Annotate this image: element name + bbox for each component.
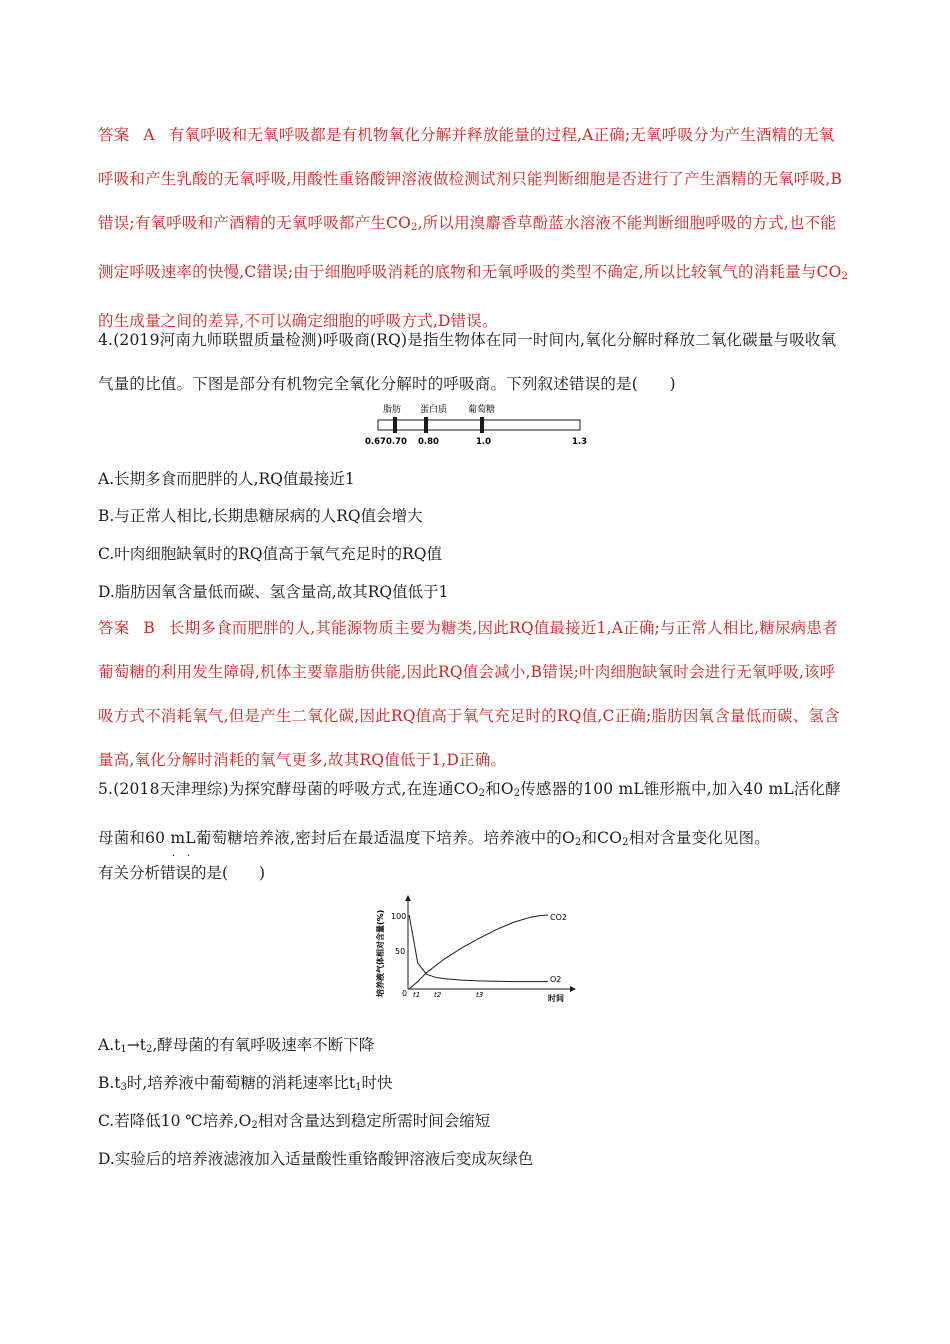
q5-option-b: $B.t_3$时,培养液中葡萄糖的消耗速率比$t_1$时快 (98, 1074, 393, 1093)
rq-tick: 1.3 (572, 437, 588, 447)
series-line-o2 (409, 915, 548, 982)
y-tick-label: 0 (402, 989, 408, 998)
answer-tag: 答案 (98, 126, 130, 144)
q5-option-c: C.若降低10 ℃培养$,O_2$相对含量达到稳定所需时间会缩短 (98, 1112, 491, 1131)
rq-axis-bar (378, 420, 580, 430)
answer-tag: 答案 (98, 619, 130, 637)
answer-letter: B (143, 619, 155, 637)
answer-text-part2: ,所以用溴麝香草酚蓝水溶液不能判断细胞呼吸的方式,也不能测定呼吸速率的快慢,C错误;由于细胞呼吸消耗的底物和无氧呼吸的类型不确定,所以比较氧气的消耗量与CO (98, 214, 842, 281)
answer-letter: A (143, 126, 155, 144)
q4-option-c: C.叶肉细胞缺氧时的RQ值高于氧气充足时的RQ值 (98, 545, 442, 563)
x-tick-label: t3 (476, 991, 484, 999)
q5-option-d: D.实验后的培养液滤液加入适量酸性重铬酸钾溶液后变成灰绿色 (98, 1150, 534, 1168)
series-label-co2: CO2 (550, 913, 567, 922)
y-tick-label: 100 (391, 912, 407, 921)
y-axis-arrow (405, 895, 411, 901)
x-tick-label: t2 (434, 991, 442, 999)
emphasis-dot: · (187, 851, 191, 862)
rq-mark-protein (424, 417, 428, 433)
series-layer (409, 915, 548, 989)
x-axis-arrow (570, 986, 576, 992)
series-label-o2: O2 (550, 975, 562, 984)
q4-option-d: D.脂肪因氧含量低而碳、氢含量高,故其RQ值低于1 (98, 583, 449, 601)
answer-text: 长期多食而肥胖的人,其能源物质主要为糖类,因此RQ值最接近1,A正确;与正常人相比,糖尿病患者葡萄糖的利用发生障碍,机体主要靠脂肪供能,因此RQ值会减小,B错误;叶肉细胞缺氧时会进行无氧呼吸,该呼吸方式不消耗氧气,但是产生二氧化碳,因此RQ值高于氧气充足时的RQ值,C正确;脂肪因氧含量低而碳、氢含量高,氧化分解时消耗的氧气更多,故其RQ值低于1,D正确。 (98, 619, 840, 769)
answer-text-part1: 有氧呼吸和无氧呼吸都是有机物氧化分解并释放能量的过程,A正确;无氧呼吸分为产生酒精的无氧呼吸和产生乳酸的无氧呼吸,用酸性重铬酸钾溶液做检测试剂只能判断细胞是否进行了产生酒精的无氧呼吸,B错误;有氧呼吸和产酒精的无氧呼吸都产生CO (98, 126, 843, 232)
y-tick-label: 50 (395, 947, 406, 956)
rq-tick: 0.70 (386, 437, 407, 447)
rq-label-glucose: 葡萄糖 (468, 405, 496, 415)
rq-diagram (360, 400, 600, 452)
rq-tick: 0.67 (365, 437, 386, 447)
rq-mark-fat (393, 417, 397, 433)
q4-option-a: A.长期多食而肥胖的人,RQ值最接近1 (98, 470, 355, 488)
question-5-prompt: 有关分析错误的是( ) (98, 864, 266, 882)
x-tick-label: t1 (413, 991, 421, 999)
question-4-stem: 4.(2019河南九师联盟质量检测)呼吸商(RQ)是指生物体在同一时间内,氧化分解时释放二氧化碳量与吸收氧气量的比值。下图是部分有机物完全氧化分解时的呼吸商。下列叙述错误的是( ) (98, 331, 837, 393)
answer-4 (98, 606, 850, 782)
rq-tick: 0.80 (418, 437, 439, 447)
rq-tick: 1.0 (476, 437, 492, 447)
chart-ylabel: 培养液气体相对含量(%) (376, 909, 385, 997)
question-5-stem: 5.(2018天津理综)为探究酵母菌的呼吸方式,在连通$CO_2$和$O_2$传感器的100 mL锥形瓶中,加入40 mL活化酵母菌和60 mL葡萄糖培养液,密封后在最适温度下培养。培养液中的$O_2$和$CO_2$相对含量变化见图。 (98, 780, 841, 848)
answer-text-part3: 的生成量之间的差异,不可以确定细胞的呼吸方式,D错误。 (98, 312, 498, 330)
answer-3: 答案 A 有氧呼吸和无氧呼吸都是有机物氧化分解并释放能量的过程,A正确;无氧呼吸分为产生酒精的无氧呼吸和产生乳酸的无氧呼吸,用酸性重铬酸钾溶液做检测试剂只能判断细胞是否进行了产生酒精的无氧呼吸,B错误;有氧呼吸和产酒精的无氧呼吸都产生$CO_2$,所以用溴麝香草酚蓝水溶液不能判断细胞呼吸的方式,也不能测定呼吸速率的快慢,C错误;由于细胞呼吸消耗的底物和无氧呼吸的类型不确定,所以比较氧气的消耗量与$CO_2$的生成量之间的差异,不可以确定细胞的呼吸方式,D错误。 (98, 126, 849, 330)
series-line-co2 (409, 915, 548, 989)
chart-xlabel: 时间 (548, 994, 564, 1003)
q4-option-b: B.与正常人相比,长期患糖尿病的人RQ值会增大 (98, 507, 423, 525)
rq-label-fat: 脂肪 (383, 405, 402, 415)
rq-label-protein: 蛋白质 (420, 405, 448, 415)
rq-mark-glucose (480, 417, 484, 433)
q5-option-a: $A.t_1\to t_2$,酵母菌的有氧呼吸速率不断下降 (98, 1036, 375, 1055)
emphasis-dot: · (172, 851, 176, 862)
gas-content-chart (372, 893, 587, 1005)
